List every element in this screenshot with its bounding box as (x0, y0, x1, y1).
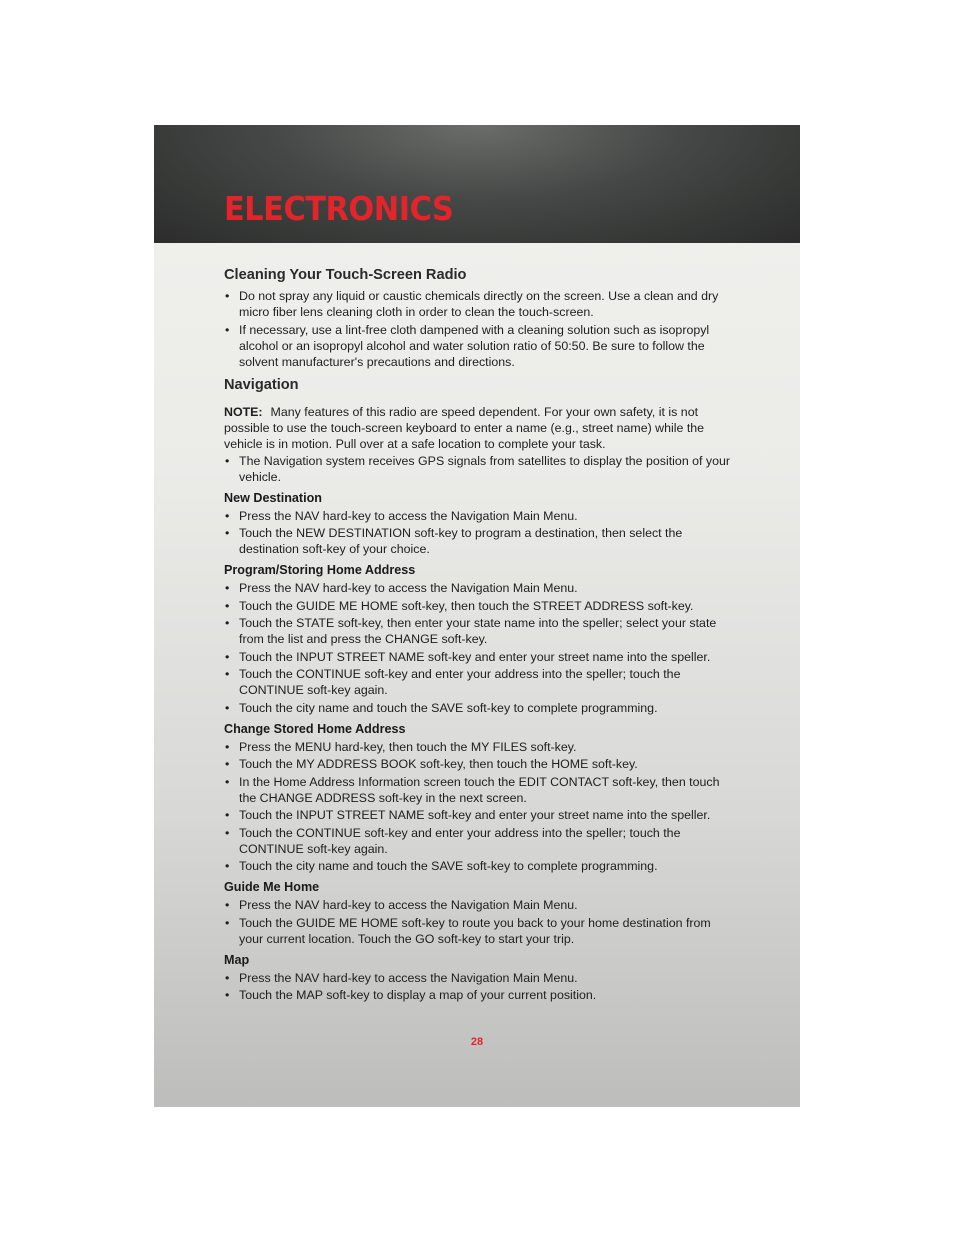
bullet-list (224, 453, 734, 485)
section-guide-me-home (224, 879, 734, 947)
bullet-icon: • (225, 774, 230, 789)
list-item: • Press the NAV hard-key to access the Navigation Main Menu. (225, 970, 578, 985)
list-item: • Touch the STATE soft-key, then enter your state name into the speller; select your state from the list and press the CHANGE soft-key. (225, 616, 717, 646)
list-item: • If necessary, use a lint-free cloth dampened with a cleaning solution such as isopropyl alcohol or an isopropyl alcohol and water solution ratio of 50:50. Be sure to follow the solvent manufacturer's precautions and directions. (225, 322, 710, 369)
list-item: • Press the NAV hard-key to access the Navigation Main Menu. (225, 508, 578, 523)
subsection-heading: Program/Storing Home Address (224, 563, 416, 577)
section-cleaning (224, 266, 734, 370)
list-item: • Touch the INPUT STREET NAME soft-key and enter your street name into the speller. (225, 649, 711, 664)
bullet-list (224, 508, 734, 558)
list-item: • Touch the MAP soft-key to display a map of your current position. (225, 988, 597, 1002)
note-text: Many features of this radio are speed dependent. For your own safety, it is not possible to use the touch-screen keyboard to enter a name (e.g., street name) while the vehicle is in motion. Pull over at a safe location to complete your task. (224, 404, 705, 451)
bullet-list (224, 897, 734, 947)
list-item: • Press the NAV hard-key to access the Navigation Main Menu. (225, 898, 578, 912)
page-content (224, 266, 734, 1005)
list-item: • Touch the CONTINUE soft-key and enter your address into the speller; touch the CONTINUE soft-key again. (225, 667, 681, 697)
bullet-icon: • (225, 970, 230, 985)
manual-page (154, 125, 800, 1107)
bullet-icon: • (225, 757, 230, 771)
note-label: NOTE: (224, 404, 263, 419)
bullet-icon: • (225, 322, 230, 337)
list-item: • Touch the NEW DESTINATION soft-key to program a destination, then select the destination soft-key of your choice. (225, 526, 683, 556)
page-title: ELECTRONICS (224, 189, 454, 228)
bullet-icon: • (225, 598, 230, 613)
bullet-icon: • (225, 825, 230, 840)
bullet-icon: • (225, 898, 230, 912)
section-heading: Cleaning Your Touch-Screen Radio (224, 267, 467, 283)
list-item: • Touch the GUIDE ME HOME soft-key, then touch the STREET ADDRESS soft-key. (225, 598, 694, 613)
subsection-heading: Guide Me Home (224, 880, 320, 894)
bullet-list (224, 739, 734, 875)
bullet-list (224, 970, 734, 1004)
list-item: • In the Home Address Information screen touch the EDIT CONTACT soft-key, then touch the CHANGE ADDRESS soft-key in the next screen. (225, 774, 720, 805)
subsection-heading: Change Stored Home Address (224, 721, 406, 736)
bullet-icon: • (225, 581, 230, 595)
section-change-home-address (224, 721, 734, 875)
bullet-list (224, 288, 734, 370)
bullet-list (224, 580, 734, 716)
bullet-icon: • (225, 859, 230, 873)
bullet-icon: • (225, 667, 230, 681)
section-navigation (224, 376, 734, 485)
section-header-banner (154, 125, 800, 243)
list-item: • Do not spray any liquid or caustic chemicals directly on the screen. Use a clean and dry micro fiber lens cleaning cloth in order to clean the touch-screen. (225, 289, 719, 319)
bullet-icon: • (225, 616, 230, 630)
bullet-icon: • (225, 808, 230, 822)
list-item: • The Navigation system receives GPS signals from satellites to display the position of your vehicle. (225, 453, 731, 484)
list-item: • Press the NAV hard-key to access the Navigation Main Menu. (225, 581, 578, 595)
section-heading: Navigation (224, 376, 299, 393)
subsection-heading: New Destination (224, 490, 322, 505)
list-item: • Touch the INPUT STREET NAME soft-key and enter your street name into the speller. (225, 808, 711, 822)
section-map (224, 952, 734, 1004)
page-number: 28 (470, 1036, 484, 1048)
list-item: • Press the MENU hard-key, then touch the MY FILES soft-key. (225, 739, 577, 754)
bullet-icon: • (225, 508, 230, 523)
bullet-icon: • (225, 649, 230, 664)
bullet-icon: • (225, 289, 230, 303)
list-item: • Touch the CONTINUE soft-key and enter your address into the speller; touch the CONTINUE soft-key again. (225, 825, 681, 856)
list-item: • Touch the GUIDE ME HOME soft-key to route you back to your home destination from your current location. Touch the GO soft-key to start your trip. (225, 915, 711, 946)
list-item: • Touch the city name and touch the SAVE soft-key to complete programming. (225, 700, 658, 715)
list-item: • Touch the MY ADDRESS BOOK soft-key, then touch the HOME soft-key. (225, 757, 638, 771)
note-paragraph (224, 404, 734, 452)
section-new-destination (224, 490, 734, 558)
bullet-icon: • (225, 700, 230, 715)
subsection-heading: Map (224, 952, 250, 967)
list-item: • Touch the city name and touch the SAVE soft-key to complete programming. (225, 859, 658, 873)
bullet-icon: • (225, 988, 230, 1002)
bullet-icon: • (225, 526, 230, 540)
bullet-icon: • (225, 915, 230, 930)
bullet-icon: • (225, 739, 230, 754)
bullet-icon: • (225, 453, 230, 468)
section-program-home-address (224, 562, 734, 716)
